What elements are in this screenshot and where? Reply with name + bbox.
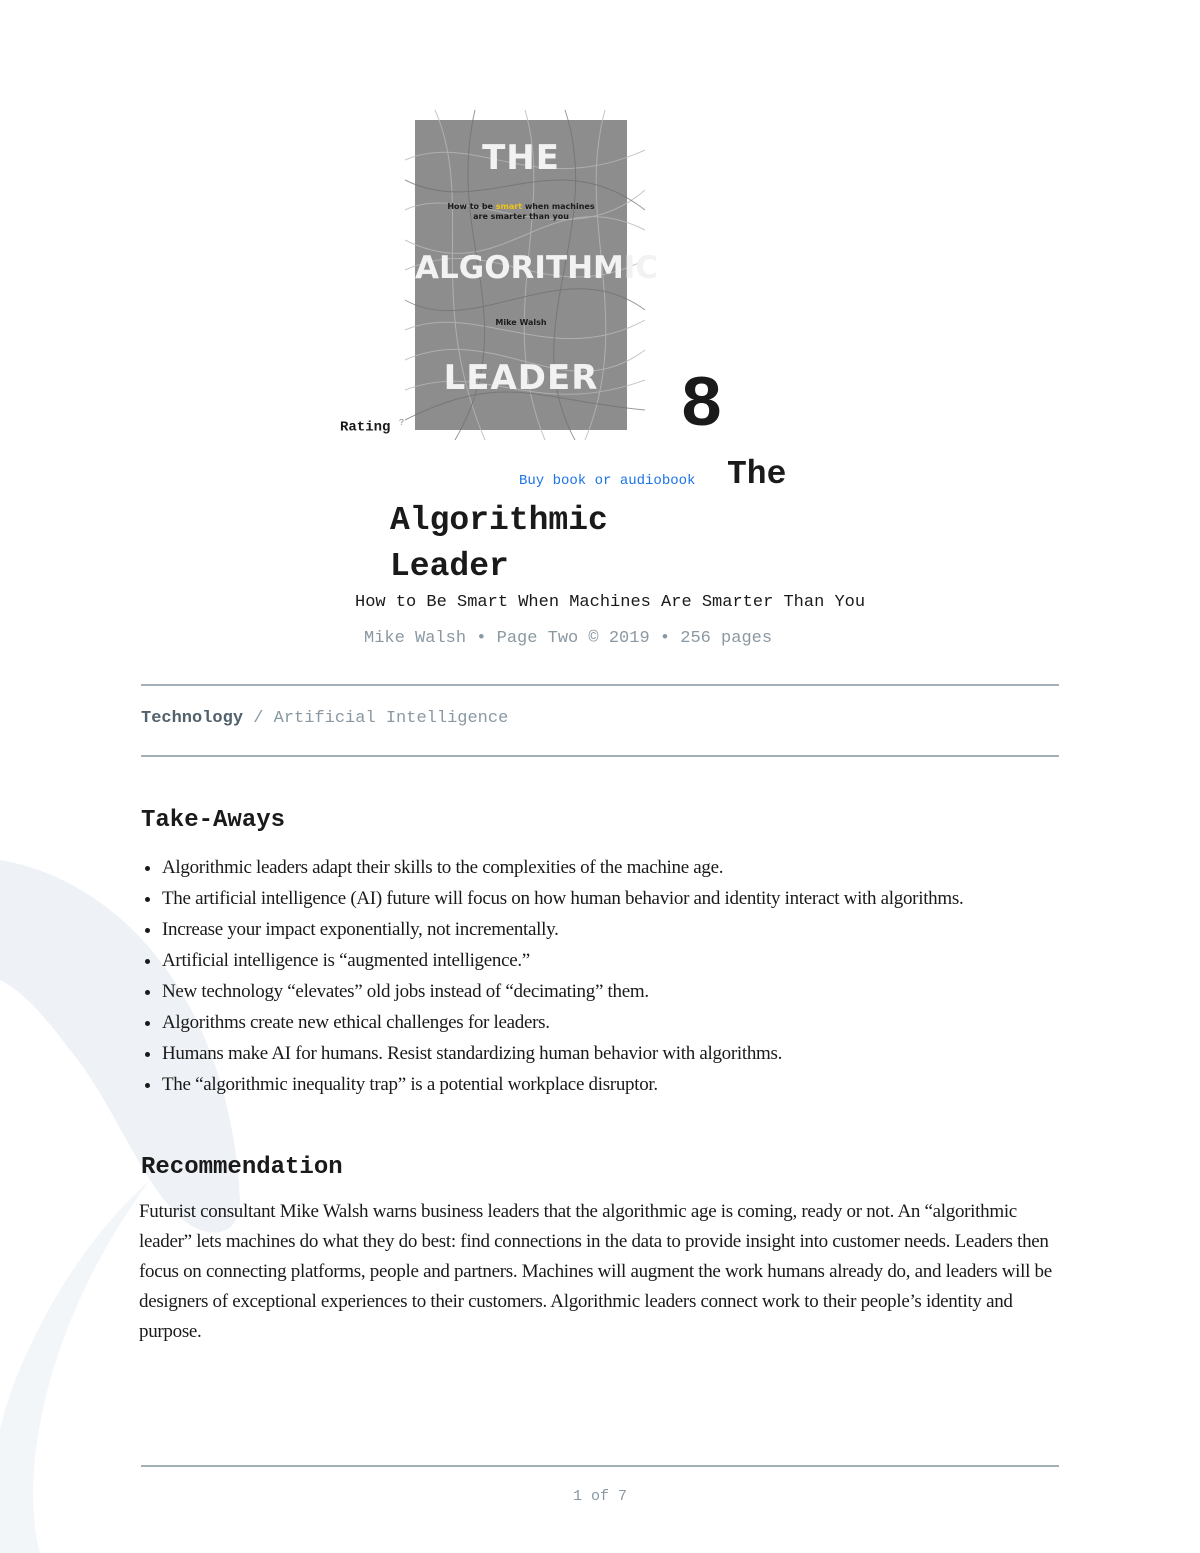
- cover-subtitle-highlight: smart: [495, 202, 523, 211]
- cover-subtitle-post: when machines: [522, 202, 595, 211]
- buy-book-link[interactable]: Buy book or audiobook: [519, 473, 696, 489]
- rating-label: [340, 418, 404, 436]
- list-item: • Artificial intelligence is “augmented intelligence.”: [162, 945, 1042, 976]
- list-item: • New technology “elevates” old jobs instead of “decimating” them.: [162, 976, 1042, 1007]
- list-item: • Humans make AI for humans. Resist standardizing human behavior with algorithms.: [162, 1038, 1042, 1069]
- category-main[interactable]: Technology: [141, 709, 244, 728]
- list-item: • Algorithms create new ethical challenges for leaders.: [162, 1007, 1042, 1038]
- takeaways-list: [141, 852, 1042, 1100]
- page-number: 1 of 7: [572, 1488, 627, 1505]
- rating-help-icon[interactable]: ?: [398, 418, 405, 428]
- recommendation-heading: Recommendation: [141, 1154, 343, 1181]
- book-cover[interactable]: [415, 120, 659, 430]
- divider-bottom: [141, 755, 1059, 757]
- cover-author: Mike Walsh: [495, 318, 547, 327]
- category-separator: /: [253, 709, 264, 728]
- cover-subtitle-line2: are smarter than you: [473, 212, 569, 221]
- book-title-line2: Algorithmic: [390, 502, 608, 539]
- footer-divider: [141, 1465, 1059, 1467]
- list-item: • The “algorithmic inequality trap” is a potential workplace disruptor.: [162, 1069, 1042, 1100]
- category-breadcrumb: [141, 709, 508, 728]
- category-sub[interactable]: Artificial Intelligence: [273, 709, 509, 728]
- book-subtitle: How to Be Smart When Machines Are Smarter Than You: [355, 593, 866, 612]
- book-title-line3: Leader: [390, 548, 509, 585]
- rating-label-text: Rating: [340, 419, 391, 436]
- takeaways-heading: Take-Aways: [141, 807, 286, 834]
- book-meta: Mike Walsh • Page Two © 2019 • 256 pages: [364, 629, 773, 648]
- list-item: • Algorithmic leaders adapt their skills to the complexities of the machine age.: [162, 852, 1042, 883]
- cover-title-algorithmic: ALGORITHMIC: [415, 250, 659, 286]
- cover-subtitle-pre: How to be: [447, 202, 496, 211]
- cover-subtitle: [415, 202, 627, 222]
- book-title-line1: The: [727, 456, 787, 493]
- cover-title-the: THE: [482, 138, 560, 178]
- rating-value: 8: [680, 365, 724, 447]
- list-item: • The artificial intelligence (AI) future will focus on how human behavior and identity interact with algorithms.: [162, 883, 1042, 914]
- list-item: • Increase your impact exponentially, not incrementally.: [162, 914, 1042, 945]
- recommendation-text: Futurist consultant Mike Walsh warns business leaders that the algorithmic age is coming, ready or not. An “algorithmic leader” lets machines do what they do best: find connections in the data to provide insight into customer needs. Leaders then focus on connecting platforms, people and partners. Machines will augment the work humans already do, and leaders will be designers of exceptional experiences to their customers. Algorithmic leaders connect work to their people’s identity and purpose.: [139, 1201, 1052, 1342]
- divider-top: [141, 684, 1059, 686]
- cover-title-leader: LEADER: [443, 358, 599, 398]
